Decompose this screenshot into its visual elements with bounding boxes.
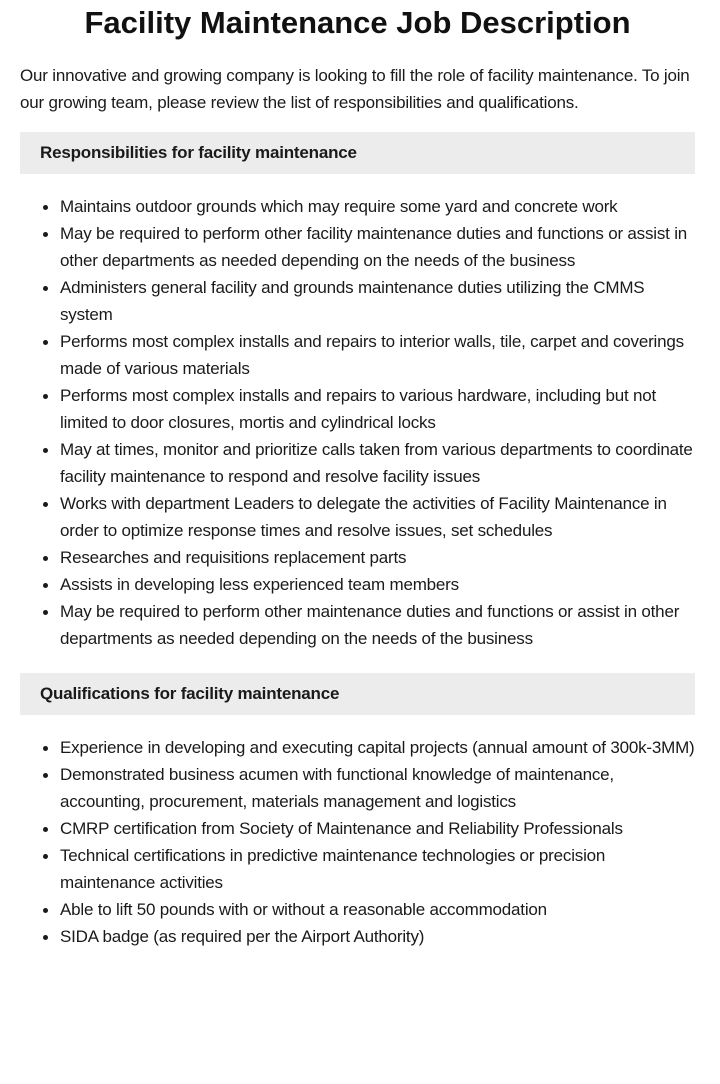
- responsibility-item: Performs most complex installs and repairs to interior walls, tile, carpet and coverings made of various materials: [60, 328, 695, 382]
- qualifications-list: [20, 734, 695, 950]
- responsibility-item: Assists in developing less experienced team members: [60, 571, 695, 598]
- responsibility-item: May be required to perform other facility maintenance duties and functions or assist in other departments as needed depending on the needs of the business: [60, 220, 695, 274]
- responsibility-item: Performs most complex installs and repairs to various hardware, including but not limited to door closures, mortis and cylindrical locks: [60, 382, 695, 436]
- qualification-item: Able to lift 50 pounds with or without a reasonable accommodation: [60, 896, 695, 923]
- responsibility-item: Administers general facility and grounds maintenance duties utilizing the CMMS system: [60, 274, 695, 328]
- page-title: Facility Maintenance Job Description: [84, 5, 631, 40]
- qualification-item: SIDA badge (as required per the Airport Authority): [60, 923, 695, 950]
- responsibility-item: Maintains outdoor grounds which may require some yard and concrete work: [60, 193, 695, 220]
- responsibility-item: May be required to perform other maintenance duties and functions or assist in other departments as needed depending on the needs of the business: [60, 598, 695, 652]
- intro-paragraph: Our innovative and growing company is looking to fill the role of facility maintenance. To join our growing team, please review the list of responsibilities and qualifications.: [20, 66, 690, 112]
- qualification-item: CMRP certification from Society of Maintenance and Reliability Professionals: [60, 815, 695, 842]
- qualification-item: Technical certifications in predictive maintenance technologies or precision maintenance activities: [60, 842, 695, 896]
- qualification-item: Demonstrated business acumen with functional knowledge of maintenance, accounting, procurement, materials management and logistics: [60, 761, 695, 815]
- qualifications-heading: Qualifications for facility maintenance: [20, 673, 695, 715]
- qualification-item: Experience in developing and executing capital projects (annual amount of 300k-3MM): [60, 734, 695, 761]
- responsibility-item: Works with department Leaders to delegate the activities of Facility Maintenance in order to optimize response times and resolve issues, set schedules: [60, 490, 695, 544]
- responsibility-item: May at times, monitor and prioritize calls taken from various departments to coordinate facility maintenance to respond and resolve facility issues: [60, 436, 695, 490]
- responsibility-item: Researches and requisitions replacement parts: [60, 544, 695, 571]
- responsibilities-list: [20, 193, 695, 652]
- responsibilities-heading: Responsibilities for facility maintenance: [20, 132, 695, 174]
